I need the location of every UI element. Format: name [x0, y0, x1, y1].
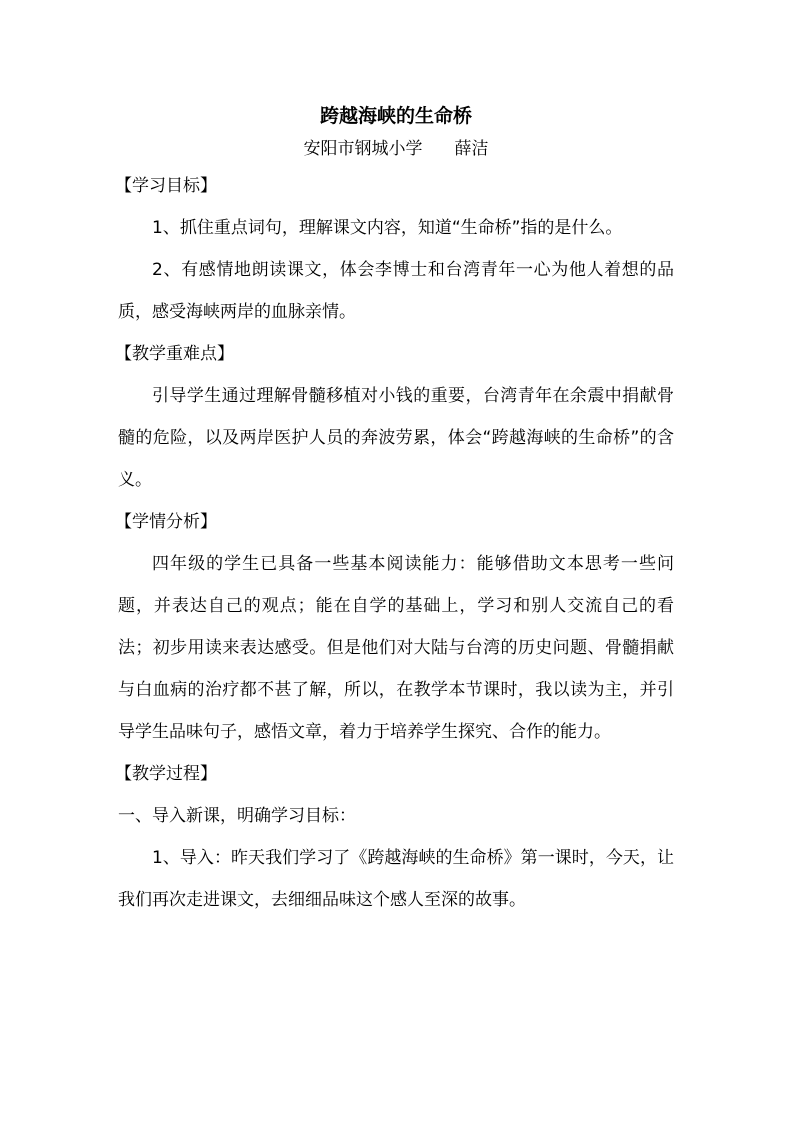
document-content [115, 96, 674, 921]
author-school: 安阳市钢城小学 [303, 139, 423, 159]
key-points-heading: 【教学重难点】 [115, 344, 234, 364]
document-author-line [118, 136, 674, 165]
key-points-text: 引导学生通过理解骨髓移植对小钱的重要，台湾青年在余震中捐献骨髓的危险，以及两岸医护人员的奔波劳累，体会“跨越海峡的生命桥”的含义。 [118, 386, 674, 490]
objectives-heading: 【学习目标】 [115, 176, 217, 196]
objective-item-2: 2、有感情地朗读课文，体会李博士和台湾青年一心为他人着想的品质，感受海峡两岸的血脉亲情。 [118, 260, 674, 322]
objective-item-1: 1、抓住重点词句，理解课文内容，知道“生命桥”指的是什么。 [152, 218, 623, 238]
analysis-heading: 【学情分析】 [115, 512, 217, 532]
document-title: 跨越海峡的生命桥 [319, 105, 472, 127]
process-heading: 【教学过程】 [115, 764, 217, 784]
process-step-1: 一、导入新课，明确学习目标： [118, 806, 356, 826]
author-name: 薛洁 [454, 139, 489, 159]
analysis-text: 四年级的学生已具备一些基本阅读能力：能够借助文本思考一些问题，并表达自己的观点；能在自学的基础上，学习和别人交流自己的看法；初步用读来表达感受。但是他们对大陆与台湾的历史问题、骨髓捐献与白血病的治疗都不甚了解，所以，在教学本节课时，我以读为主，并引导学生品味句子，感悟文章，着力于培养学生探究、合作的能力。 [118, 554, 674, 742]
process-step-1-item-1: 1、导入：昨天我们学习了《跨越海峡的生命桥》第一课时，今天，让我们再次走进课文，去细细品味这个感人至深的故事。 [118, 848, 674, 910]
